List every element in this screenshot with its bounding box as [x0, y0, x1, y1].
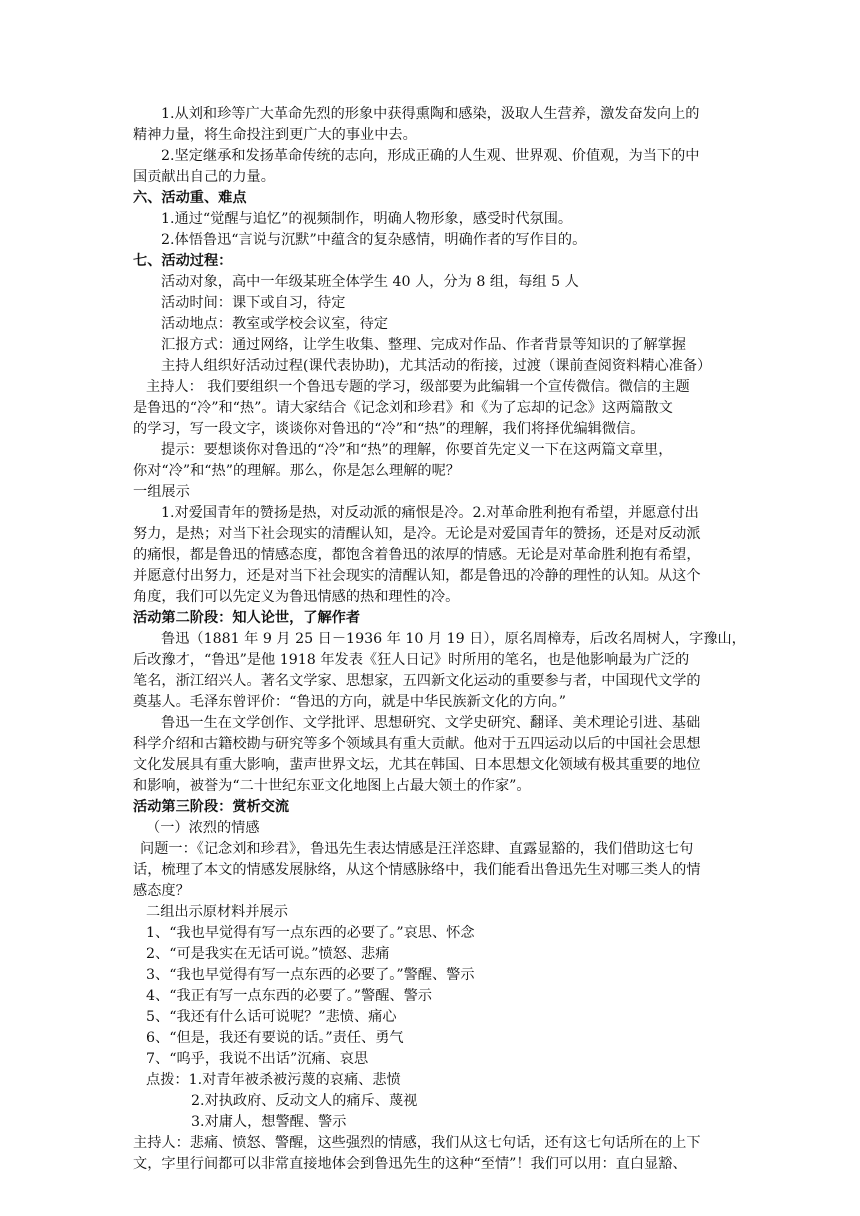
body-line: 2.体悟鲁迅“言说与沉默”中蕴含的复杂感情，明确作者的写作目的。 — [161, 232, 587, 248]
body-line: 奠基人。毛泽东曾评价：“鲁迅的方向，就是中华民族新文化的方向。” — [133, 694, 567, 710]
body-line: 努力，是热；对当下社会现实的清醒认知，是冷。无论是对爱国青年的赞扬，还是对反动派 — [133, 526, 701, 542]
body-line: 二组出示原材料并展示 — [146, 904, 288, 920]
section-heading: 活动第三阶段：赏析交流 — [133, 799, 290, 815]
list-item: 5、“我还有什么话可说呢？”悲愤、痛心 — [146, 1009, 397, 1025]
list-item: 1、“我也早觉得有写一点东西的必要了。”哀思、怀念 — [146, 925, 475, 941]
body-line: 汇报方式：通过网络，让学生收集、整理、完成对作品、作者背景等知识的了解掌握 — [161, 337, 686, 353]
body-line: 科学介绍和古籍校勘与研究等多个领域具有重大贡献。他对于五四运动以后的中国社会思想 — [133, 736, 701, 752]
list-item: 4、“我正有写一点东西的必要了。”警醒、警示 — [146, 988, 432, 1004]
body-line: 主持人：悲痛、愤怒、警醒，这些强烈的情感，我们从这七句话，还有这七句话所在的上下 — [133, 1135, 701, 1151]
list-item: 3、“我也早觉得有写一点东西的必要了。”警醒、警示 — [146, 967, 475, 983]
list-item: 7、“呜乎，我说不出话”沉痛、哀思 — [146, 1051, 369, 1067]
body-line: 后改豫才，“鲁迅”是他 1918 年发表《狂人日记》时所用的笔名，也是他影响最为广泛的 — [133, 652, 690, 668]
subsection-heading: （一）浓烈的情感 — [146, 820, 260, 836]
section-heading: 活动第二阶段：知人论世，了解作者 — [133, 610, 361, 626]
body-line: 1.对爱国青年的赞扬是热，对反动派的痛恨是冷。2.对革命胜利抱有希望，并愿意付出 — [161, 505, 699, 521]
body-line: 1.从刘和珍等广大革命先烈的形象中获得熏陶和感染，汲取人生营养，激发奋发向上的 — [161, 106, 700, 122]
section-heading: 七、活动过程： — [133, 253, 233, 269]
body-line: 2.对执政府、反动文人的痛斥、蔑视 — [191, 1093, 418, 1109]
body-line: 国贡献出自己的力量。 — [133, 169, 275, 185]
body-line: 是鲁迅的“冷”和“热”。请大家结合《记念刘和珍君》和《为了忘却的记念》这两篇散文 — [133, 400, 673, 416]
body-line: 1.通过“觉醒与追忆”的视频制作，明确人物形象，感受时代氛围。 — [161, 211, 573, 227]
body-line: 活动对象，高中一年级某班全体学生 40 人，分为 8 组，每组 5 人 — [161, 274, 579, 290]
body-line: 鲁迅（1881 年 9 月 25 日－1936 年 10 月 19 日），原名周樟寿，后改名周树人，字豫山， — [161, 631, 746, 647]
body-line: 主持人： 我们要组织一个鲁迅专题的学习，级部要为此编辑一个宣传微信。微信的主题 — [146, 379, 690, 395]
body-line: 的痛恨，都是鲁迅的情感态度，都饱含着鲁迅的浓厚的情感。无论是对革命胜利抱有希望， — [133, 547, 701, 563]
body-line: 角度，我们可以先定义为鲁迅情感的热和理性的冷。 — [133, 589, 460, 605]
body-line: 鲁迅一生在文学创作、文学批评、思想研究、文学史研究、翻译、美术理论引进、基础 — [161, 715, 701, 731]
body-line: 并愿意付出努力，还是对当下社会现实的清醒认知，都是鲁迅的冷静的理性的认知。从这个 — [133, 568, 701, 584]
body-line: 主持人组织好活动过程(课代表协助)，尤其活动的衔接，过渡（课前查阅资料精心准备） — [161, 358, 712, 374]
body-line: 感态度？ — [133, 883, 190, 899]
body-line: 精神力量，将生命投注到更广大的事业中去。 — [133, 127, 417, 143]
body-line: 提示：要想谈你对鲁迅的“冷”和“热”的理解，你要首先定义一下在这两篇文章里， — [161, 442, 673, 458]
list-item: 2、“可是我实在无话可说。”愤怒、悲痛 — [146, 946, 390, 962]
body-line: 文，字里行间都可以非常直接地体会到鲁迅先生的这种“至情”！我们可以用：直白显豁、 — [133, 1156, 687, 1172]
body-line: 2.坚定继承和发扬革命传统的志向，形成正确的人生观、世界观、价值观，为当下的中 — [161, 148, 700, 164]
list-item: 6、“但是，我还有要说的话。”责任、勇气 — [146, 1030, 404, 1046]
body-line: 问题一：《记念刘和珍君》，鲁迅先生表达情感是汪洋恣肆、直露显豁的，我们借助这七句 — [140, 841, 694, 857]
body-line: 你对“冷”和“热”的理解。那么，你是怎么理解的呢？ — [133, 463, 460, 479]
body-line: 和影响，被誉为“二十世纪东亚文化地图上占最大领土的作家”。 — [133, 778, 531, 794]
body-line: 话，梳理了本文的情感发展脉络，从这个情感脉络中，我们能看出鲁迅先生对哪三类人的情 — [133, 862, 701, 878]
body-line: 笔名，浙江绍兴人。著名文学家、思想家，五四新文化运动的重要参与者，中国现代文学的 — [133, 673, 701, 689]
body-line: 点拨：1.对青年被杀被污蔑的哀痛、悲愤 — [146, 1072, 401, 1088]
body-line: 活动地点：教室或学校会议室，待定 — [161, 316, 389, 332]
section-heading: 六、活动重、难点 — [133, 190, 247, 206]
body-line: 3.对庸人，想警醒、警示 — [191, 1114, 347, 1130]
body-line: 的学习，写一段文字，谈谈你对鲁迅的“冷”和“热”的理解，我们将择优编辑微信。 — [133, 421, 645, 437]
body-line: 活动时间：课下或自习，待定 — [161, 295, 346, 311]
body-line: 一组展示 — [133, 484, 190, 500]
body-line: 文化发展具有重大影响，蜚声世界文坛，尤其在韩国、日本思想文化领域有极其重要的地位 — [133, 757, 701, 773]
